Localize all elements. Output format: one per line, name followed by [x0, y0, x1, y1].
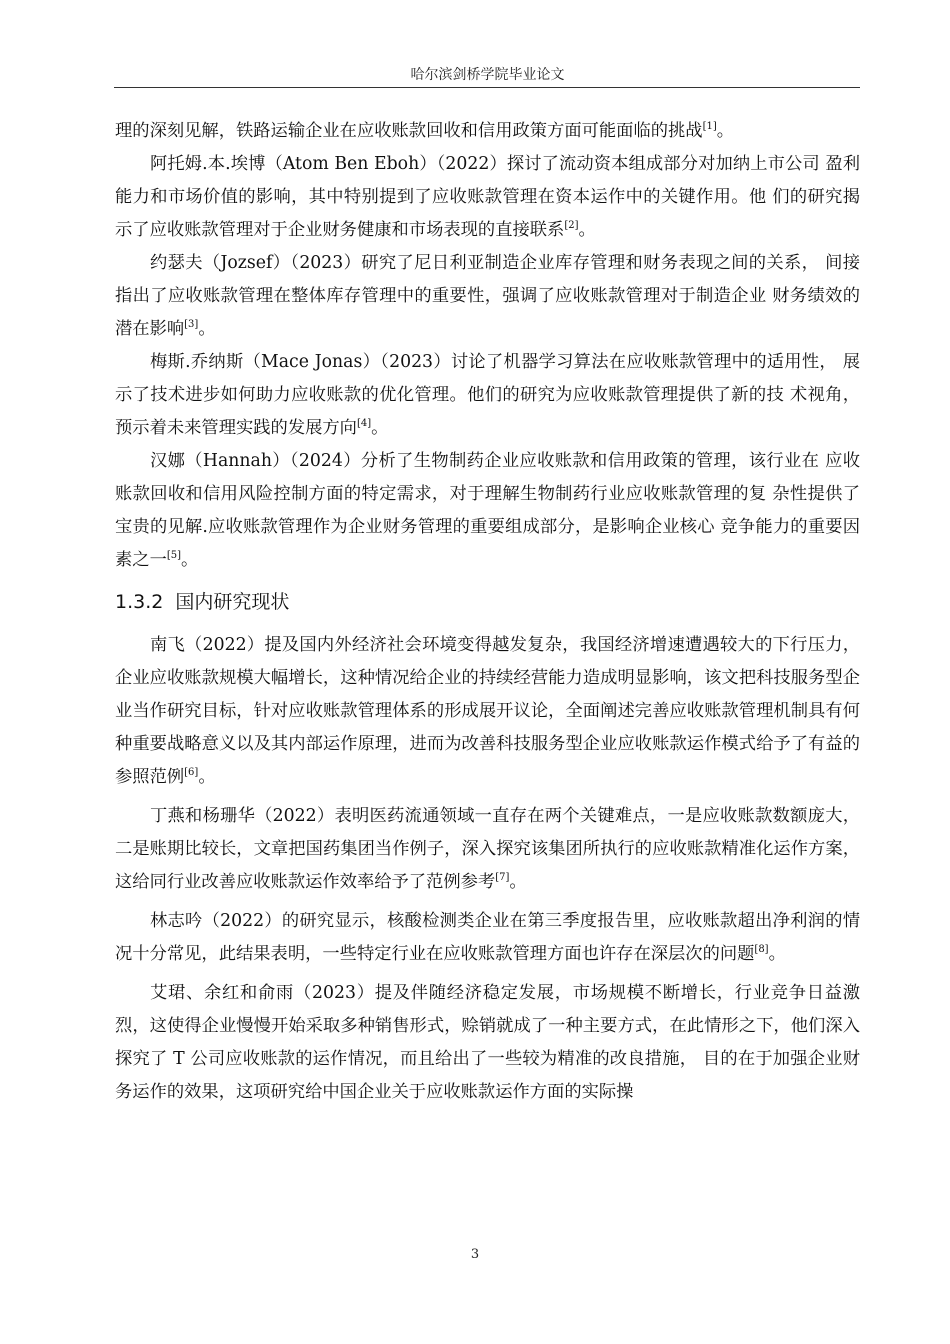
- page-number: 3: [470, 1247, 480, 1262]
- paragraph-foreign-3: 约瑟夫（Jozsef）（2023）研究了尼日利亚制造企业库存管理和财务表现之间的关系， 间接指出了应收账款管理在整体库存管理中的重要性，强调了应收账款管理对于制造企业 财务绩效的潜在影响[3]。: [115, 253, 860, 339]
- paragraph-domestic-1: 南飞（2022）提及国内外经济社会环境变得越发复杂，我国经济增速遭遇较大的下行压力，企业应收账款规模大幅增长，这种情况给企业的持续经营能力造成明显影响，该文把科技服务型企业当作研究目标，针对应收账款管理体系的形成展开议论，全面阐述完善应收账款管理机制具有何种重要战略意义以及其内部运作原理，进而为改善科技服务型企业应收账款运作模式给予了有益的参照范例[6]。: [115, 635, 860, 787]
- paragraph-foreign-4: 梅斯.乔纳斯（Mace Jonas）（2023）讨论了机器学习算法在应收账款管理中的适用性， 展示了技术进步如何助力应收账款的优化管理。他们的研究为应收账款管理提供了新的技 术视角，预示着未来管理实践的发展方向[4]。: [115, 352, 860, 438]
- citation-ref: [5]: [166, 550, 182, 561]
- citation-ref: [8]: [754, 944, 769, 955]
- paragraph-domestic-4: 艾珺、余红和俞雨（2023）提及伴随经济稳定发展，市场规模不断增长，行业竞争日益激烈，这使得企业慢慢开始采取多种销售形式，赊销就成了一种主要方式，在此情形之下，他们深入探究了 T 公司应收账款的运作情况，而且给出了一些较为精准的改良措施， 目的在于加强企业财务运作的效果，这项研究给中国企业关于应收账款运作方面的实际操: [115, 983, 860, 1102]
- header-rule: [114, 87, 860, 88]
- citation-ref: [1]: [702, 121, 717, 132]
- section-number: 1.3.2: [115, 591, 164, 613]
- document-body: [115, 115, 860, 1109]
- citation-ref: [2]: [564, 220, 579, 231]
- citation-ref: [4]: [356, 418, 372, 429]
- section-title: 国内研究现状: [175, 591, 290, 613]
- section-heading: [115, 589, 860, 615]
- paragraph-foreign-5: 汉娜（Hannah）（2024）分析了生物制药企业应收账款和信用政策的管理，该行业在 应收账款回收和信用风险控制方面的特定需求，对于理解生物制药行业应收账款管理的复 杂性提供了宝贵的见解.应收账款管理作为企业财务管理的重要组成部分，是影响企业核心 竞争能力的重要因素之一[5]。: [115, 451, 860, 570]
- citation-ref: [6]: [184, 767, 199, 778]
- citation-ref: [7]: [495, 872, 510, 883]
- paragraph-domestic-2: 丁燕和杨珊华（2022）表明医药流通领域一直存在两个关键难点，一是应收账款数额庞大，二是账期比较长，文章把国药集团当作例子，深入探究该集团所执行的应收账款精准化运作方案，这给同行业改善应收账款运作效率给予了范例参考[7]。: [115, 806, 860, 892]
- paragraph-foreign-2: 阿托姆.本.埃博（Atom Ben Eboh）（2022）探讨了流动资本组成部分对加纳上市公司 盈利能力和市场价值的影响，其中特别提到了应收账款管理在资本运作中的关键作用。他 们的研究揭示了应收账款管理对于企业财务健康和市场表现的直接联系[2]。: [115, 154, 860, 240]
- running-header: 哈尔滨剑桥学院毕业论文: [410, 67, 565, 83]
- citation-ref: [3]: [184, 319, 199, 330]
- paragraph-foreign-1: 理的深刻见解，铁路运输企业在应收账款回收和信用政策方面可能面临的挑战[1]。: [115, 121, 735, 141]
- paragraph-domestic-3: 林志吟（2022）的研究显示，核酸检测类企业在第三季度报告里，应收账款超出净利润的情况十分常见，此结果表明，一些特定行业在应收账款管理方面也许存在深层次的问题[8]。: [115, 911, 860, 964]
